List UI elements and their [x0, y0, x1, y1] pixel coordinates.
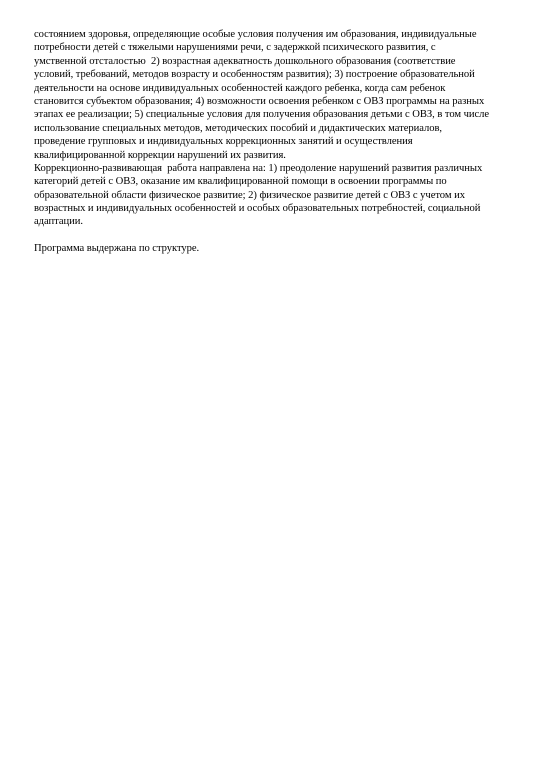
text-line: деятельности на основе индивидуальных особенностей каждого ребенка, когда сам ребенок [34, 82, 446, 94]
text-line: этапах ее реализации; 5) специальные условия для получения образования детьми с ОВЗ, в том числе [34, 109, 490, 121]
text-line: Коррекционно-развивающая работа направлена на: 1) преодоление нарушений развития различных [34, 162, 483, 174]
text-line: возрастных и индивидуальных особенностей и особых образовательных потребностей, социальной [34, 203, 481, 215]
text-line: состоянием здоровья, определяющие особые условия получения им образования, индивидуальные [34, 29, 477, 40]
paragraph-correctional-work [34, 162, 514, 229]
document-page [34, 28, 514, 256]
text-line: условий, требований, методов возрасту и особенностям развития); 3) построение образовательной [34, 69, 475, 81]
text-line: Программа выдержана по структуре. [34, 243, 200, 255]
text-line: категорий детей с ОВЗ, оказание им квалифицированной помощи в освоении программы по [34, 176, 447, 188]
text-line: проведение групповых и индивидуальных коррекционных занятий и осуществления [34, 136, 413, 148]
text-line: квалифицированной коррекции нарушений их развития. [34, 149, 286, 161]
text-line: потребности детей с тяжелыми нарушениями речи, с задержкой психического развития, с [34, 42, 436, 54]
paragraph-spacer [34, 229, 514, 242]
text-line: становится субъектом образования; 4) возможности освоения ребенком с ОВЗ программы на разных [34, 95, 485, 107]
text-line: адаптации. [34, 216, 83, 228]
text-line: образовательной области физическое развитие; 2) физическое развитие детей с ОВЗ с учетом их [34, 189, 465, 201]
text-line: умственной отсталостью 2) возрастная адекватность дошкольного образования (соответствие [34, 55, 456, 67]
text-line: использование специальных методов, методических пособий и дидактических материалов, [34, 122, 442, 134]
paragraph-conclusion [34, 242, 514, 255]
paragraph-special-conditions [34, 28, 514, 162]
